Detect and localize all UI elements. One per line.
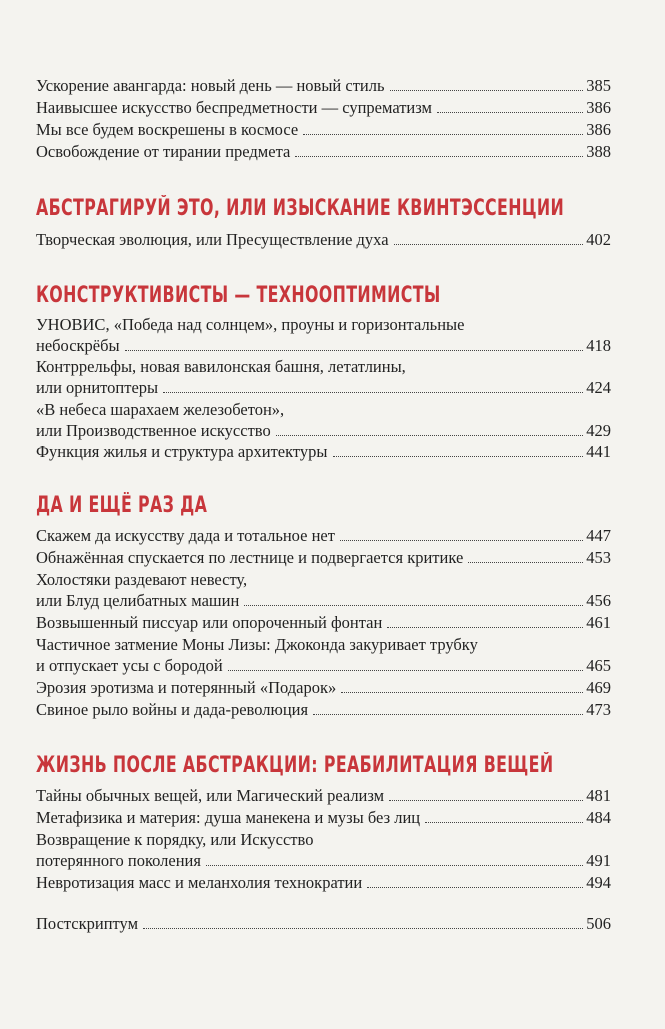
entry-page: 465	[586, 656, 611, 675]
entry-page: 481	[586, 786, 611, 805]
dot-leader	[389, 799, 583, 801]
entry-page: 441	[586, 442, 611, 461]
entry-page: 453	[586, 548, 611, 567]
entry-title: Свиное рыло войны и дада-революция	[36, 700, 309, 719]
entry-title: Метафизика и материя: душа манекена и музы без лиц	[36, 808, 421, 827]
dot-leader	[390, 89, 584, 91]
entry-page: 429	[586, 421, 611, 440]
entry-title-first-line: УНОВИС, «Победа над солнцем», проуны и горизонтальные	[36, 315, 465, 334]
entry-page: 386	[586, 98, 611, 117]
entry-page: 469	[586, 678, 611, 697]
entry-title: или Блуд целибатных машин	[36, 591, 240, 610]
entry-page: 491	[586, 851, 611, 870]
dot-leader	[206, 864, 583, 866]
entry-page: 506	[586, 914, 611, 933]
toc-entry	[36, 829, 611, 871]
dot-leader	[387, 626, 583, 628]
entry-title: и отпускает усы с бородой	[36, 656, 223, 675]
dot-leader	[468, 561, 583, 563]
toc-entry	[36, 785, 611, 806]
entry-page: 456	[586, 591, 611, 610]
dot-leader	[295, 155, 583, 157]
entry-title: Функция жилья и структура архитектуры	[36, 442, 328, 461]
toc-entry	[36, 356, 611, 398]
entry-title-first-line: Возвращение к порядку, или Искусство	[36, 830, 314, 849]
dot-leader	[163, 391, 583, 393]
entry-title-first-line: Холостяки раздевают невесту,	[36, 570, 248, 589]
toc-entry	[36, 677, 611, 698]
dot-leader	[394, 243, 584, 245]
entry-title: Ускорение авангарда: новый день — новый стиль	[36, 76, 385, 95]
toc-entry	[36, 569, 611, 611]
entry-title: Освобождение от тирании предмета	[36, 142, 291, 161]
entry-page: 461	[586, 613, 611, 632]
toc-entry	[36, 525, 611, 546]
entry-title: Невротизация масс и меланхолия технократии	[36, 873, 363, 892]
entry-title: Скажем да искусству дада и тотальное нет	[36, 526, 335, 545]
entry-title-first-line: «В небеса шарахаем железобетон»,	[36, 400, 285, 419]
toc-entry	[36, 399, 611, 441]
toc-entry	[36, 913, 611, 934]
entry-title-first-line: Контррельфы, новая вавилонская башня, летатлины,	[36, 357, 406, 376]
entry-title: или Производственное искусство	[36, 421, 271, 440]
dot-leader	[228, 669, 584, 671]
toc-entry	[36, 119, 611, 140]
dot-leader	[333, 455, 584, 457]
toc-entry	[36, 612, 611, 633]
entry-page: 494	[586, 873, 611, 892]
dot-leader	[125, 349, 584, 351]
entry-title: Мы все будем воскрешены в космосе	[36, 120, 299, 139]
toc-entry	[36, 872, 611, 893]
entry-title: или орнитоптеры	[36, 378, 159, 397]
dot-leader	[143, 927, 583, 929]
entry-page: 385	[586, 76, 611, 95]
toc-entry	[36, 634, 611, 676]
entry-title: небоскрёбы	[36, 336, 120, 355]
entry-title: Наивысшее искусство беспредметности — супрематизм	[36, 98, 432, 117]
entry-title: Тайны обычных вещей, или Магический реализм	[36, 786, 385, 805]
entry-title: Возвышенный писсуар или опороченный фонтан	[36, 613, 383, 632]
toc-entry	[36, 141, 611, 162]
toc-entry	[36, 314, 611, 356]
toc-entry	[36, 229, 611, 250]
dot-leader	[276, 434, 584, 436]
toc-entry	[36, 75, 611, 96]
section-heading: ДА И ЕЩЁ РАЗ ДА	[36, 493, 208, 518]
dot-leader	[340, 539, 583, 541]
dot-leader	[313, 713, 583, 715]
toc-entry	[36, 547, 611, 568]
entry-page: 447	[586, 526, 611, 545]
section-heading: ЖИЗНЬ ПОСЛЕ АБСТРАКЦИИ: РЕАБИЛИТАЦИЯ ВЕЩЕЙ	[36, 753, 554, 778]
dot-leader	[341, 691, 583, 693]
entry-page: 484	[586, 808, 611, 827]
entry-title: Обнажённая спускается по лестнице и подвергается критике	[36, 548, 464, 567]
toc-entry	[36, 807, 611, 828]
entry-title: Творческая эволюция, или Пресуществление духа	[36, 230, 389, 249]
dot-leader	[437, 111, 583, 113]
toc-entry	[36, 97, 611, 118]
entry-page: 473	[586, 700, 611, 719]
dot-leader	[367, 886, 583, 888]
toc-entry	[36, 699, 611, 720]
entry-page: 418	[586, 336, 611, 355]
entry-title-first-line: Частичное затмение Моны Лизы: Джоконда закуривает трубку	[36, 635, 478, 654]
entry-title: Эрозия эротизма и потерянный «Подарок»	[36, 678, 337, 697]
section-heading: КОНСТРУКТИВИСТЫ — ТЕХНООПТИМИСТЫ	[36, 283, 441, 308]
entry-title: потерянного поколения	[36, 851, 201, 870]
dot-leader	[303, 133, 583, 135]
entry-page: 424	[586, 378, 611, 397]
toc-entry	[36, 441, 611, 462]
entry-page: 402	[586, 230, 611, 249]
dot-leader	[425, 821, 583, 823]
section-heading: АБСТРАГИРУЙ ЭТО, ИЛИ ИЗЫСКАНИЕ КВИНТЭССЕНЦИИ	[36, 196, 565, 221]
entry-title: Постскриптум	[36, 914, 139, 933]
entry-page: 386	[586, 120, 611, 139]
entry-page: 388	[586, 142, 611, 161]
dot-leader	[244, 604, 583, 606]
